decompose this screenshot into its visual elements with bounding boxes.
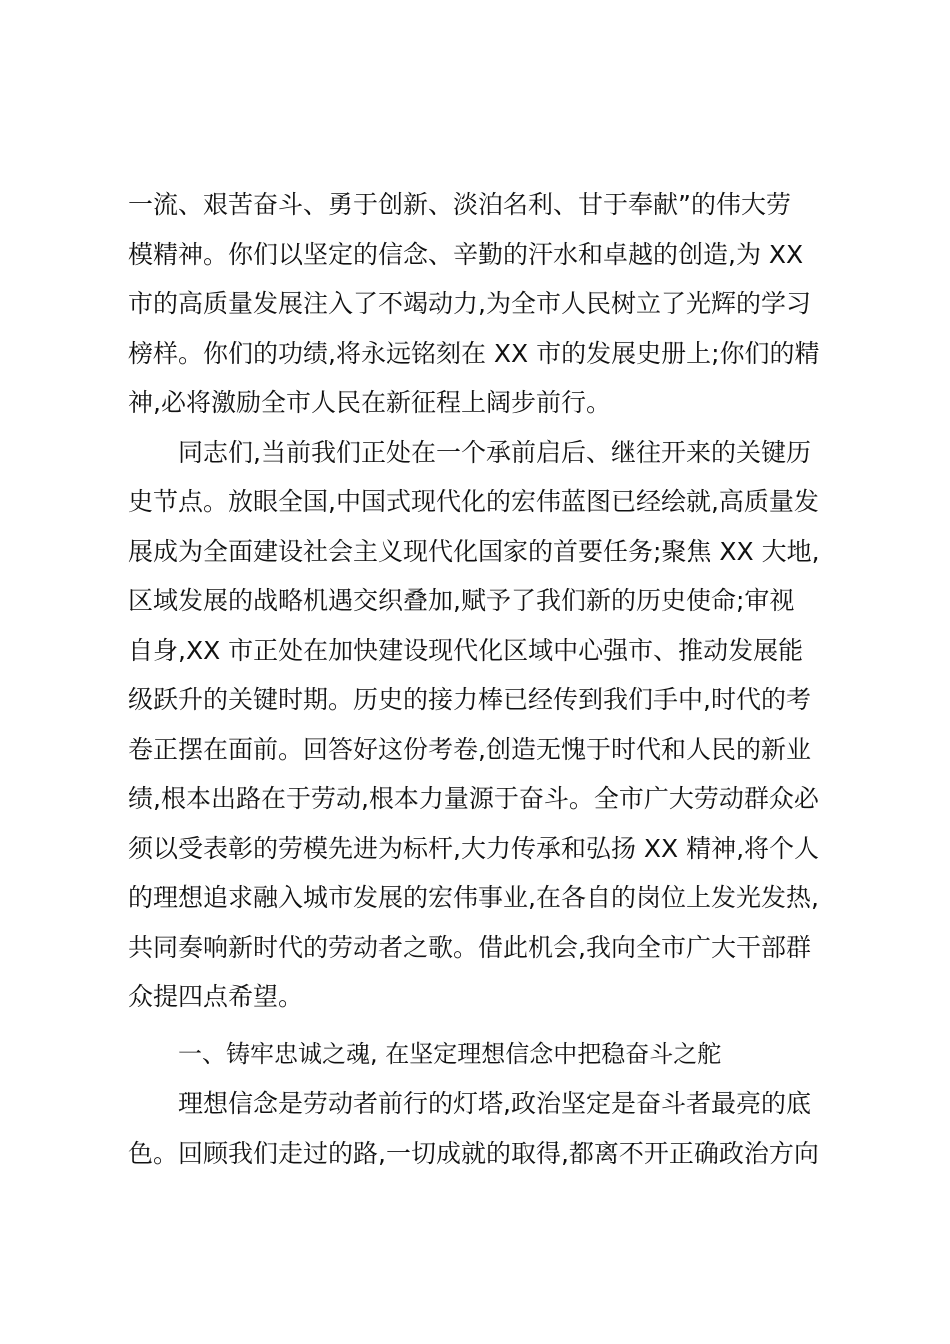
paragraph-labor-model-spirit — [128, 180, 832, 428]
spacer — [128, 1022, 832, 1030]
text-line: 神,必将激励全市人民在新征程上阔步前行。 — [128, 388, 611, 417]
document-body — [128, 180, 832, 1178]
text-line: 区域发展的战略机遇交织叠加,赋予了我们新的历史使命;审视 — [128, 586, 795, 615]
text-line: 须以受表彰的劳模先进为标杆,大力传承和弘扬 XX 精神,将个人 — [128, 833, 820, 863]
text-line: 榜样。你们的功绩,将永远铭刻在 XX 市的发展史册上;你们的精 — [128, 338, 820, 368]
text-line: 众提四点希望。 — [128, 982, 304, 1011]
text-line: 级跃升的关键时期。历史的接力棒已经传到我们手中,时代的考 — [128, 685, 811, 714]
text-line: 自身,XX 市正处在加快建设现代化区域中心强市、推动发展能 — [128, 635, 804, 665]
text-line: 的理想追求融入城市发展的宏伟事业,在各自的岗位上发光发热, — [128, 883, 819, 912]
text-line: 卷正摆在面前。回答好这份考卷,创造无愧于时代和人民的新业 — [128, 734, 811, 764]
text-line: 市的高质量发展注入了不竭动力,为全市人民树立了光辉的学习 — [128, 289, 811, 318]
text-line: 同志们,当前我们正处在一个承前启后、继往开来的关键历 — [178, 437, 811, 467]
text-line: 绩,根本出路在于劳动,根本力量源于奋斗。全市广大劳动群众必 — [128, 784, 819, 813]
text-line: 史节点。放眼全国,中国式现代化的宏伟蓝图已经绘就,高质量发 — [128, 487, 819, 516]
text-line: 模精神。你们以坚定的信念、辛勤的汗水和卓越的创造,为 XX — [128, 239, 804, 269]
text-line: 展成为全面建设社会主义现代化国家的首要任务;聚焦 XX 大地, — [128, 536, 820, 566]
section-heading: 一、铸牢忠诚之魂, 在坚定理想信念中把稳奋斗之舵 — [178, 1039, 722, 1068]
text-line: 理想信念是劳动者前行的灯塔,政治坚定是奋斗者最亮的底 — [178, 1089, 811, 1118]
text-line: 一流、艰苦奋斗、勇于创新、淡泊名利、甘于奉献”的伟大劳 — [128, 190, 791, 219]
paragraph-ideals-belief — [128, 1079, 832, 1178]
paragraph-historical-moment — [128, 428, 832, 1022]
text-line: 色。回顾我们走过的路,一切成就的取得,都离不开正确政治方向 — [128, 1138, 819, 1168]
text-line: 共同奏响新时代的劳动者之歌。借此机会,我向全市广大干部群 — [128, 932, 811, 962]
